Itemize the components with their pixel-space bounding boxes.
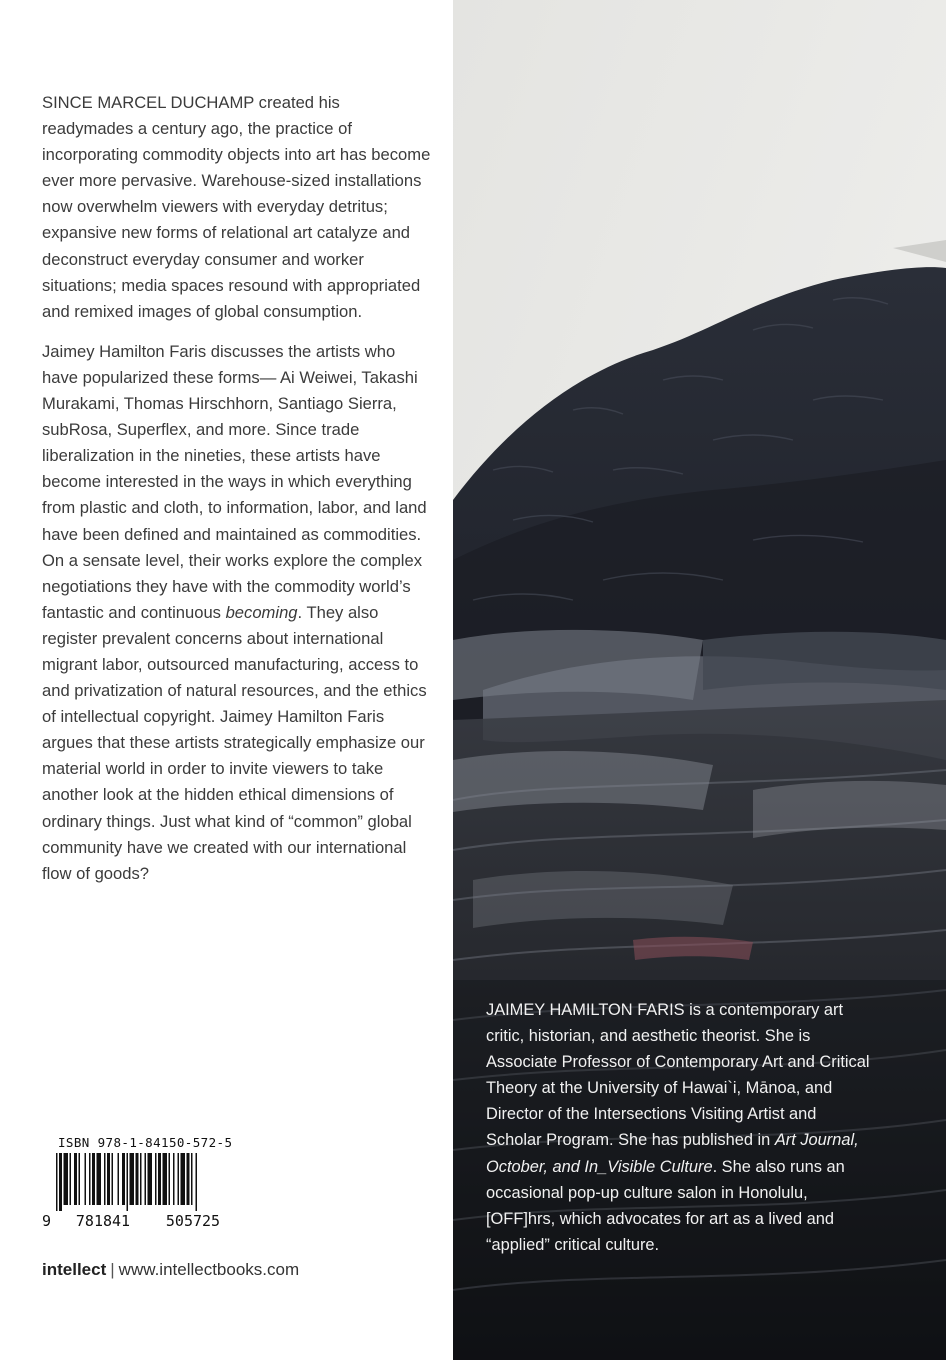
publisher-url[interactable]: www.intellectbooks.com (118, 1260, 300, 1279)
publisher-name: intellect (42, 1260, 107, 1279)
author-bio (486, 997, 871, 1258)
barcode-icon (42, 1153, 240, 1211)
blurb-paragraph-1: SINCE MARCEL DUCHAMP created his readymades a century ago, the practice of incorporating commodity objects into art has become ever more pervasive. Warehouse-sized installations now overwhelm viewers with everyday detritus; expansive new forms of relational art catalyze and deconstruct everyday consumer and worker situations; media spaces resound with appropriated and remixed images of global consumption. (42, 93, 431, 321)
author-bio-end: . She also runs an occasional pop-up culture salon in Honolulu, [OFF]hrs, which advocates for art as a lived and “applied” critical culture. (486, 1157, 845, 1254)
barcode-digit-lead: 9 (42, 1212, 52, 1230)
author-bio-start: JAIMEY HAMILTON FARIS is a contemporary art critic, historian, and aesthetic theorist. She is Associate Professor of Contemporary Art and Critical Theory at the University of Hawai`i, Mānoa, and Director of the Intersections Visiting Artist and Scholar Program. She has published in (486, 1001, 870, 1150)
blurb (42, 90, 432, 901)
barcode-digits-left: 781841 (75, 1212, 131, 1230)
blurb-paragraph-2 (42, 339, 432, 887)
back-cover-text-panel (0, 0, 453, 1360)
blurb-italic-becoming: becoming (225, 602, 298, 622)
publisher-line (42, 1260, 299, 1280)
barcode-digits (42, 1212, 242, 1230)
isbn-barcode (42, 1135, 242, 1230)
author-bio-publications: Art Journal, October, and In_Visible Culture (486, 1131, 859, 1176)
blurb-paragraph-2-end: . They also register prevalent concerns about international migrant labor, outsourced manufacturing, access to and privatization of natural resources, and the ethics of intellectual copyright. Jaimey Hamilton Faris argues that these artists strategically emphasize our material world in order to invite viewers to take another look at the hidden ethical dimensions of ordinary things. Just what kind of “common” global community have we created with our international flow of goods? (42, 602, 427, 883)
barcode-digits-right: 505725 (165, 1212, 221, 1230)
blurb-paragraph-2-start: Jaimey Hamilton Faris discusses the artists who have popularized these forms— Ai Weiwei, Takashi Murakami, Thomas Hirschhorn, Santiago Sierra, subRosa, Superflex, and more. Since trade liberalization in the nineties, these artists have become interested in the ways in which everything from plastic and cloth, to information, labor, and land have been defined and maintained as commodities. On a sensate level, their works explore the complex negotiations they have with the commodity world’s fantastic and continuous (42, 341, 427, 622)
isbn-number: ISBN 978-1-84150-572-5 (58, 1135, 233, 1150)
publisher-separator: | (110, 1260, 115, 1279)
